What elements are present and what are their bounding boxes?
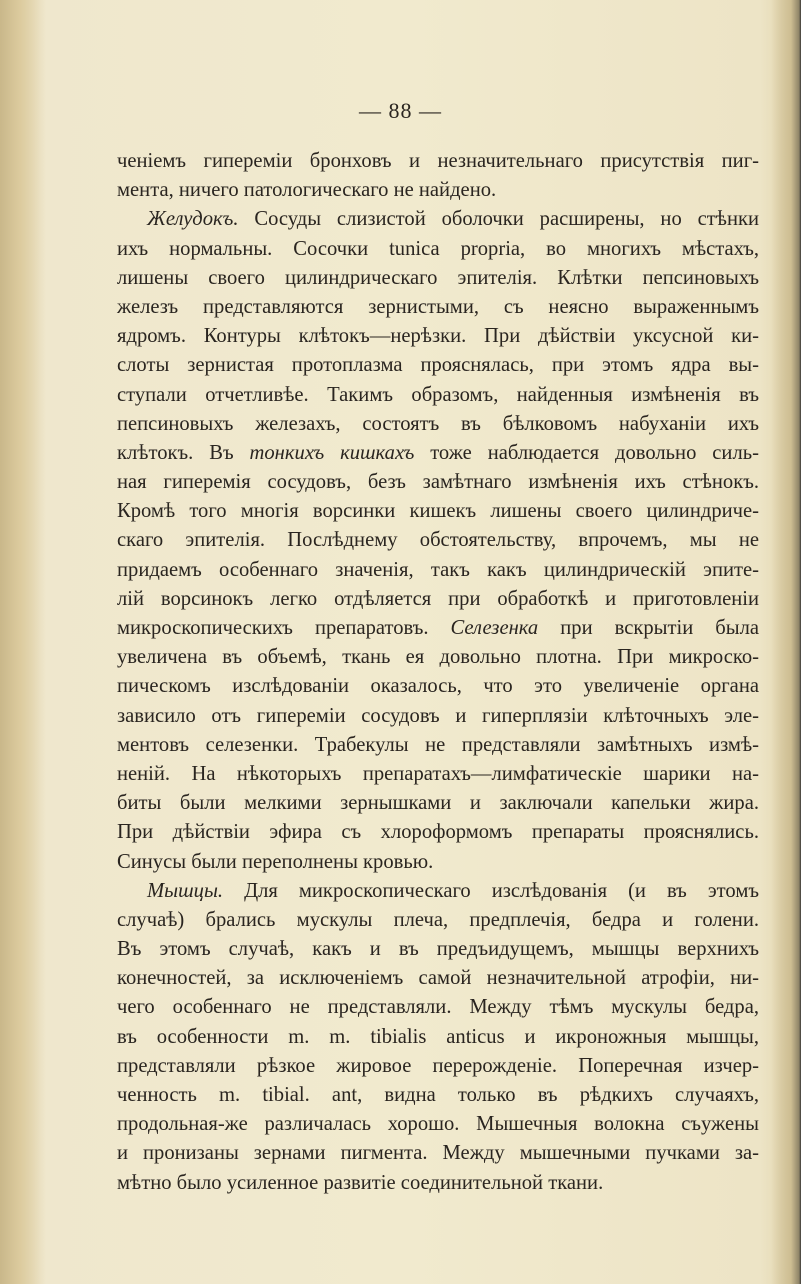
page-edge-shadow [771,0,801,1284]
text-line [117,381,759,410]
text-run: лишены своего цилиндрическаго эпителія. Клѣтки пепсиновыхъ [117,266,759,289]
text-line [117,702,759,731]
text-line [117,147,759,176]
text-line [117,818,759,847]
text-run: чего особеннаго не представляли. Между тѣмъ мускулы бедра, [117,996,759,1019]
text-line [117,351,759,380]
text-line [117,848,759,877]
text-run: конечностей, за исключеніемъ самой незначительной атрофіи, ни- [117,967,759,990]
italic-term: Селезенка [450,617,539,639]
text-run: ченность m. tibial. ant, видна только въ рѣдкихъ случаяхъ, [117,1084,759,1106]
text-run: При дѣйствіи эфира съ хлороформомъ препараты прояснялись. [117,821,759,844]
italic-term: Мышцы. [147,879,224,902]
text-run: ихъ нормальны. Сосочки tuniса propria, во многихъ мѣстахъ, [117,237,759,260]
text-run: ная гиперемія сосудовъ, безъ замѣтнаго измѣненія ихъ стѣнокъ. [117,471,759,494]
text-line [117,789,759,818]
text-run: Для микроскопическаго изслѣдованія (и въ этомъ [223,879,759,902]
text-line [117,614,759,643]
text-run: продольная-же различалась хорошо. Мышечныя волокна съужены [117,1113,759,1136]
text-line [117,585,759,614]
text-run: Въ этомъ случаѣ, какъ и въ предъидущемъ, мышцы верхнихъ [117,938,759,961]
text-run: железъ представляются зернистыми, съ неясно выраженнымъ [117,295,759,318]
text-line [117,993,759,1022]
text-run: мента, ничего патологическаго не найдено. [117,179,497,202]
text-line [117,877,759,906]
text-line [117,526,759,555]
text-line [117,964,759,993]
text-run: пическомъ изслѣдованіи оказалось, что это увеличеніе органа [117,675,759,698]
text-run: увеличена въ объемѣ, ткань ея довольно плотна. При микроско- [117,646,759,669]
text-line [117,468,759,497]
text-line [117,556,759,585]
text-line [117,176,759,205]
text-run: пепсиновыхъ железахъ, состоятъ въ бѣлковомъ набуханіи ихъ [117,412,759,435]
text-line [117,1110,759,1139]
text-line [117,1169,759,1198]
italic-term: Желудокъ. [147,208,239,231]
text-line [117,672,759,701]
text-run: Синусы были переполнены кровью. [117,850,434,873]
text-run: въ особенности m. m. tibialis anticus и икроножныя мышцы, [117,1025,759,1048]
text-run: ченіемъ гипереміи бронховъ и незначительнаго присутствія пиг- [117,150,759,172]
text-line [117,410,759,439]
text-run: Кромѣ того многія ворсинки кишекъ лишены своего цилиндриче- [117,500,759,523]
text-run: ментовъ селезенки. Трабекулы не представляли замѣтныхъ измѣ- [117,733,759,756]
page-number: — 88 — [359,98,442,123]
text-line [117,1081,759,1110]
text-run: микроскопическихъ препаратовъ. [117,617,451,639]
text-run: зависило отъ гипереміи сосудовъ и гиперплязіи клѣточныхъ эле- [117,704,759,727]
text-run: ступали отчетливѣе. Такимъ образомъ, найденныя измѣненія въ [117,383,759,406]
text-run: представляли рѣзкое жировое перерожденіе. Поперечная изчер- [117,1054,759,1077]
text-run: неній. На нѣкоторыхъ препаратахъ—лимфатическіе шарики на- [117,762,759,785]
text-line [117,935,759,964]
text-line [117,322,759,351]
text-run: придаемъ особеннаго значенія, такъ какъ цилиндрическій эпите- [117,558,759,581]
text-run: случаѣ) брались мускулы плеча, предплечія, бедра и голени. [117,908,759,931]
text-run: скаго эпителія. Послѣднему обстоятельству, впрочемъ, мы не [117,529,759,552]
text-line [117,731,759,760]
text-line [117,1139,759,1168]
text-run: мѣтно было усиленное развитіе соединительной ткани. [117,1171,604,1194]
text-line [117,497,759,526]
text-line [117,439,759,468]
text-line [117,906,759,935]
page-gutter-shadow [0,0,46,1284]
text-run: и пронизаны зернами пигмента. Между мышечными пучками за- [117,1142,759,1165]
text-line [117,643,759,672]
text-line [117,235,759,264]
text-line [117,1052,759,1081]
text-line [117,760,759,789]
text-run: тоже наблюдается довольно силь- [414,441,759,464]
text-line [117,264,759,293]
text-run: слоты зернистая протоплазма прояснялась, при этомъ ядра вы- [117,354,759,377]
text-run: клѣтокъ. Въ [117,441,250,464]
body-text [117,147,759,1198]
text-run: при вскрытіи была [538,617,759,639]
text-line [117,1023,759,1052]
text-run: лій ворсинокъ легко отдѣляется при обработкѣ и приготовленіи [117,587,759,610]
italic-term: тонкихъ кишкахъ [249,441,415,464]
text-line [117,293,759,322]
text-line [117,205,759,234]
text-run: биты были мелкими зернышками и заключали капельки жира. [117,792,759,815]
text-run: Сосуды слизистой оболочки расширены, но стѣнки [238,208,759,231]
text-run: ядромъ. Контуры клѣтокъ—нерѣзки. При дѣйствіи уксусной ки- [117,325,759,348]
